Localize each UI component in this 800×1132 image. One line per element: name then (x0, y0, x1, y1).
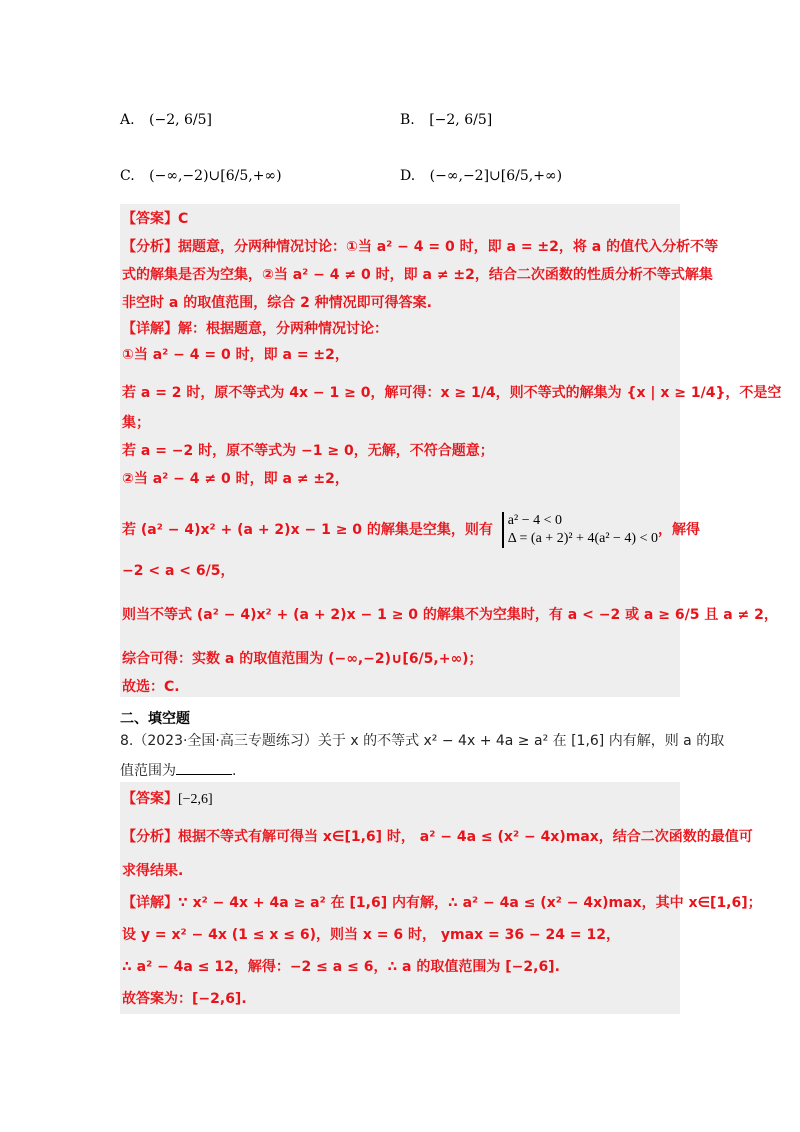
option-b-expr: [−2, 6/5] (429, 112, 493, 128)
detail-tag: 【详解】 (122, 321, 178, 337)
q8-detail-line-4: 故答案为：[−2,6]. (122, 991, 247, 1007)
q8-solution-panel (120, 782, 762, 1014)
q8-detail-line-2: 设 y = x² − 4x (1 ≤ x ≤ 6)，则当 x = 6 时， ymax = 36 − 24 = 12， (122, 927, 620, 943)
q7-detail-line-6: ②当 a² − 4 ≠ 0 时，即 a ≠ ±2， (122, 471, 349, 487)
q8-stem-line-1: 8.（2023·全国·高三专题练习）关于 x 的不等式 x² − 4x + 4a ≥ a² 在 [1,6] 内有解，则 a 的取 (120, 733, 725, 749)
analysis-text: 根据不等式有解可得当 x∈[1,6] 时， a² − 4a ≤ (x² − 4x)max，结合二次函数的最值可 (178, 829, 753, 845)
answer-value: [−2,6] (178, 792, 213, 807)
detail-text: 若 (a² − 4)x² + (a + 2)x − 1 ≥ 0 的解集是空集，则有 (122, 522, 493, 538)
answer-tag: 【答案】 (122, 791, 178, 807)
detail-text: ∵ x² − 4x + 4a ≥ a² 在 [1,6] 内有解，∴ a² − 4a ≤ (x² − 4x)max，其中 x∈[1,6]； (178, 895, 762, 911)
q7-analysis-line-3: 非空时 a 的取值范围，综合 2 种情况即可得答案. (122, 295, 433, 311)
q8-analysis-line-1 (122, 826, 753, 846)
q8-detail-line-1 (122, 892, 762, 912)
system-row-1: a² − 4 < 0 (507, 513, 562, 528)
q8-analysis-line-2: 求得结果. (122, 863, 184, 879)
analysis-tag: 【分析】 (122, 829, 178, 845)
option-a (120, 112, 212, 128)
option-a-expr: (−2, 6/5] (149, 112, 213, 128)
analysis-text: 据题意，分两种情况讨论：①当 a² − 4 = 0 时，即 a = ±2，将 a 的值代入分析不等 (178, 239, 719, 255)
stem-text: 值范围为 (120, 763, 176, 779)
detail-text: 解：根据题意，分两种情况讨论： (178, 321, 388, 337)
q7-solution-panel (120, 204, 782, 697)
option-b-label: B. (400, 112, 415, 128)
q7-analysis-line-2: 式的解集是否为空集，②当 a² − 4 ≠ 0 时，即 a ≠ ±2，结合二次函数的性质分析不等式解集 (122, 267, 713, 283)
option-b (400, 112, 492, 128)
inequality-system (502, 512, 658, 548)
q8-stem-line-2 (120, 760, 236, 780)
q7-detail-line-8: −2 < a < 6/5， (122, 563, 235, 579)
answer-tag: 【答案】 (122, 211, 178, 227)
q8-detail-line-3: ∴ a² − 4a ≤ 12，解得：−2 ≤ a ≤ 6，∴ a 的取值范围为 [−2,6]. (122, 959, 560, 975)
q7-detail-line-5: 若 a = −2 时，原不等式为 −1 ≥ 0，无解，不符合题意； (122, 443, 494, 459)
answer-blank[interactable] (176, 762, 232, 775)
section-title: 二、填空题 (120, 711, 190, 727)
option-d (400, 168, 562, 184)
answer-value: C (178, 211, 189, 227)
q7-detail-line-7 (122, 512, 700, 548)
option-a-label: A. (120, 112, 135, 128)
detail-text: ，解得 (657, 522, 700, 538)
q7-detail-line-10: 综合可得：实数 a 的取值范围为 (−∞,−2)∪[6/5,+∞)； (122, 651, 483, 667)
system-row-2: Δ = (a + 2)² + 4(a² − 4) < 0 (507, 531, 658, 546)
option-c-expr: (−∞,−2)∪[6/5,+∞) (149, 168, 282, 184)
q7-detail-line-11: 故选：C. (122, 679, 180, 695)
option-d-expr: (−∞,−2]∪[6/5,+∞) (429, 168, 563, 184)
analysis-tag: 【分析】 (122, 239, 178, 255)
q7-detail-line-3: 若 a = 2 时，原不等式为 4x − 1 ≥ 0，解可得：x ≥ 1/4，则不等式的解集为 {x | x ≥ 1/4}，不是空 (122, 385, 782, 401)
q8-answer (122, 788, 213, 808)
q7-analysis-line-1 (122, 236, 718, 256)
q7-detail-line-9: 则当不等式 (a² − 4)x² + (a + 2)x − 1 ≥ 0 的解集不为空集时，有 a < −2 或 a ≥ 6/5 且 a ≠ 2， (122, 607, 778, 623)
detail-tag: 【详解】 (122, 895, 178, 911)
option-d-label: D. (400, 168, 416, 184)
stem-end: . (232, 763, 237, 779)
option-c-label: C. (120, 168, 135, 184)
q7-detail-line-1 (122, 318, 388, 338)
q7-detail-line-2: ①当 a² − 4 = 0 时，即 a = ±2， (122, 347, 349, 363)
option-c (120, 168, 282, 184)
q7-detail-line-4: 集； (122, 415, 150, 431)
q7-answer (122, 208, 188, 228)
